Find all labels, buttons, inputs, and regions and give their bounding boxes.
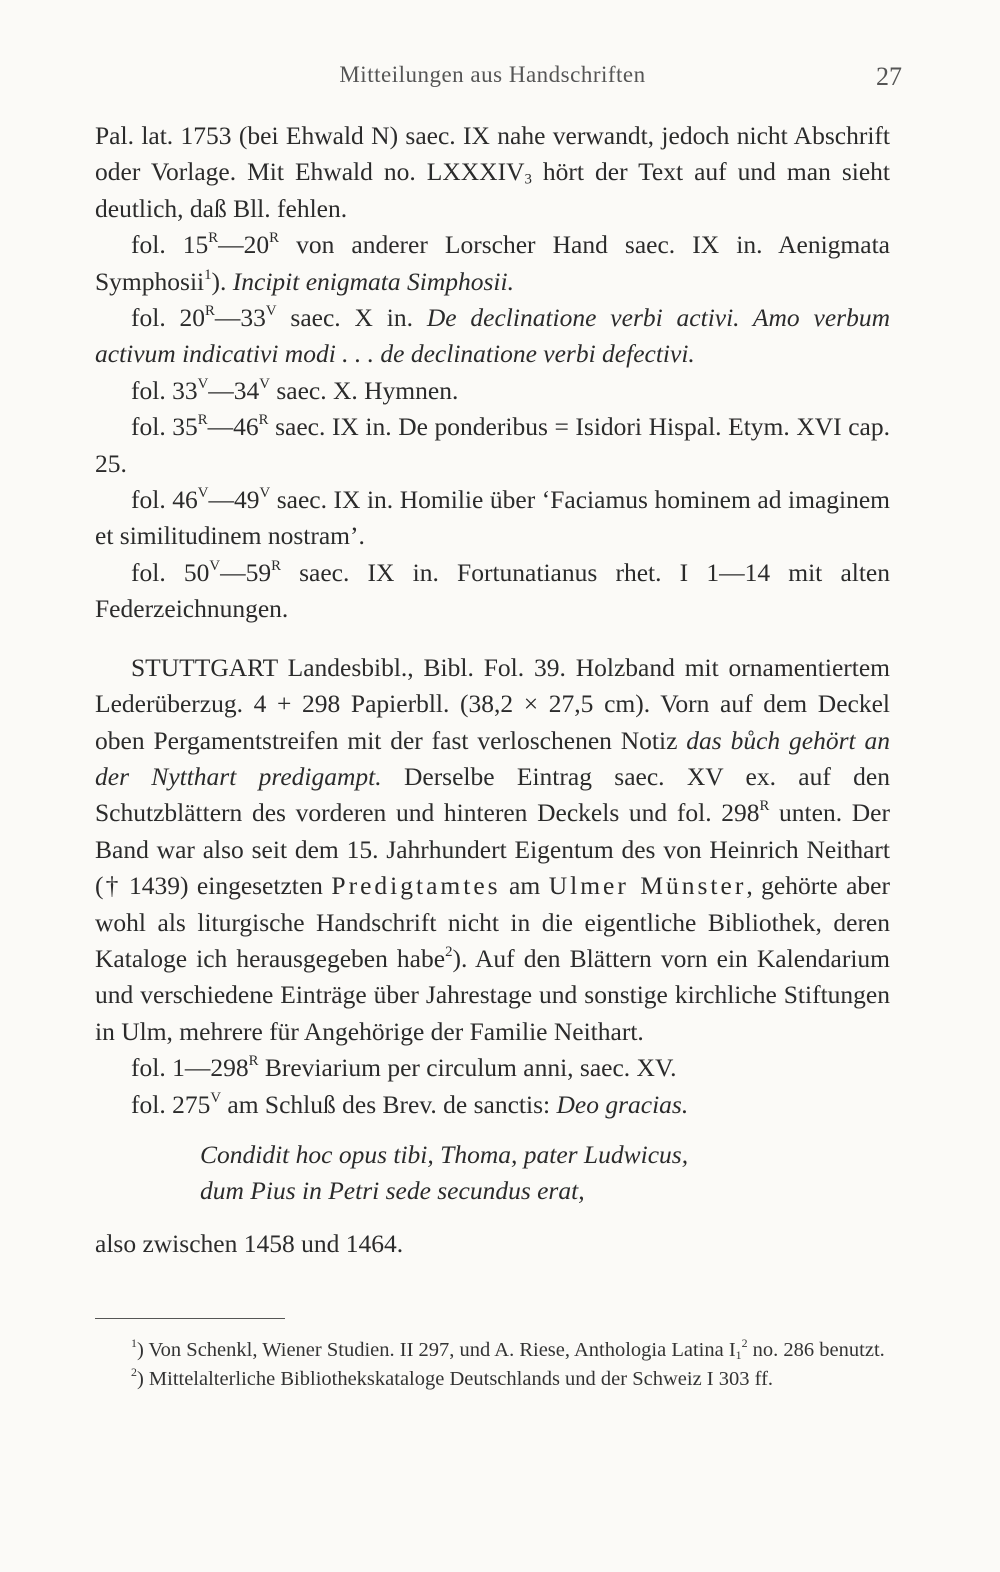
paragraph bbox=[95, 118, 890, 227]
running-title: Mitteilungen aus Handschriften bbox=[339, 62, 646, 87]
paragraph bbox=[95, 373, 890, 409]
superscript: V bbox=[197, 484, 209, 501]
text-run: —49 bbox=[208, 485, 260, 515]
text-run: von anderer Lorscher Hand saec. IX in. Aenigmata Symphosii bbox=[95, 230, 890, 296]
verse-quote bbox=[200, 1137, 890, 1210]
text-run: —46 bbox=[207, 412, 259, 442]
superscript: R bbox=[271, 557, 281, 574]
page-number: 27 bbox=[876, 62, 902, 91]
superscript: V bbox=[259, 375, 270, 392]
footnote-rule bbox=[95, 1318, 285, 1319]
paragraph bbox=[95, 409, 890, 482]
text-run: also zwischen 1458 und 1464. bbox=[95, 1228, 404, 1258]
text-run: unten. Der Band war also seit dem 15. Jahrhundert Eigentum des von Heinrich Neithart († 1439) eingesetzten bbox=[95, 798, 890, 901]
text-run: fol. 1—298 bbox=[131, 1053, 249, 1083]
text-run: Pal. lat. 1753 (bei Ehwald N) saec. IX nahe verwandt, jedoch nicht Abschrift oder Vorlage. Mit Ehwald no. LXXXIV bbox=[95, 121, 890, 187]
superscript: R bbox=[258, 412, 269, 429]
text-run: —20 bbox=[218, 230, 270, 260]
paragraph bbox=[95, 482, 890, 555]
spaced-run: Ulmer Münster bbox=[548, 871, 747, 901]
superscript: V bbox=[259, 484, 271, 501]
paragraph-gap bbox=[95, 628, 890, 650]
main-text bbox=[95, 118, 890, 1262]
footnotes bbox=[95, 1336, 890, 1394]
text-run: saec. IX in. Homilie über ‘Faciamus hominem ad imaginem et similitudinem nostram’. bbox=[95, 485, 890, 551]
text-run: ). bbox=[211, 266, 233, 296]
paragraph bbox=[95, 555, 890, 628]
text-run: —59 bbox=[220, 557, 272, 587]
paragraph bbox=[95, 1226, 890, 1262]
text-run: saec. IX in. De ponderibus = Isidori Hispal. Etym. XVI cap. 25. bbox=[95, 412, 890, 478]
verse-line: dum Pius in Petri sede secundus erat, bbox=[200, 1176, 585, 1206]
verse-line: Condidit hoc opus tibi, Thoma, pater Ludwicus, bbox=[200, 1139, 689, 1169]
superscript: 2 bbox=[741, 1336, 748, 1351]
superscript: R bbox=[269, 230, 279, 247]
text-run: fol. 20 bbox=[131, 303, 206, 333]
text-run: Derselbe Eintrag saec. XV ex. auf den Schutzblättern des vorderen und hinteren Deckels und fol. 298 bbox=[95, 761, 890, 828]
superscript: R bbox=[248, 1053, 259, 1070]
running-header bbox=[95, 62, 902, 98]
superscript: R bbox=[197, 412, 208, 429]
paragraph bbox=[95, 1050, 890, 1086]
text-run: —33 bbox=[214, 303, 266, 333]
italic-run: De declinatione verbi activi. Amo verbum activum indicativi modi . . . de declinatione verbi defectivi. bbox=[95, 303, 890, 369]
superscript: V bbox=[209, 557, 221, 574]
italic-run: das bůch gehört an der Nytthart predigampt. bbox=[95, 725, 890, 791]
text-run: fol. 33 bbox=[131, 375, 198, 405]
text-run: fol. 35 bbox=[131, 412, 198, 442]
subscript: 3 bbox=[524, 172, 532, 189]
superscript: V bbox=[197, 375, 209, 392]
text-run: STUTTGART Landesbibl., Bibl. Fol. 39. Holzband mit ornamentiertem Lederüberzug. 4 + 298 Papierbll. (38,2 × 27,5 cm). Vorn auf dem Deckel oben Pergamentstreifen mit der fast verloschenen Notiz bbox=[95, 652, 890, 755]
superscript: R bbox=[205, 302, 215, 319]
text-run: am Schluß des Brev. de sanctis: bbox=[221, 1089, 557, 1119]
text-run: am bbox=[500, 871, 549, 901]
text-run: fol. 15 bbox=[131, 230, 209, 260]
text-run: saec. X. Hymnen. bbox=[269, 375, 459, 405]
text-run: fol. 46 bbox=[131, 485, 198, 515]
text-run: saec. X in. bbox=[276, 303, 427, 333]
paragraph bbox=[95, 1087, 890, 1123]
superscript: R bbox=[208, 230, 219, 247]
superscript: 1 bbox=[131, 1336, 137, 1351]
footnote bbox=[95, 1336, 890, 1365]
paragraph bbox=[95, 300, 890, 373]
text-run: ). Auf den Blättern vorn ein Kalendarium und verschiedene Einträge über Jahrestage und sonstige kirchliche Stiftungen in Ulm, mehrere für Angehörige der Familie Neithart. bbox=[95, 943, 890, 1046]
spaced-run: Predigtamtes bbox=[331, 871, 501, 901]
superscript: V bbox=[210, 1089, 222, 1106]
italic-run: Incipit enigmata Simphosii. bbox=[232, 266, 514, 296]
superscript: 2 bbox=[445, 943, 453, 960]
text-run: , gehörte aber wohl als liturgische Handschrift nicht in die eigentliche Bibliothek, deren Kataloge ich herausgegeben habe bbox=[95, 871, 890, 973]
superscript: 1 bbox=[204, 266, 212, 283]
text-run: Breviarium per circulum anni, saec. XV. bbox=[258, 1053, 677, 1083]
footnote bbox=[95, 1365, 890, 1394]
text-run: no. 286 benutzt. bbox=[747, 1339, 885, 1361]
text-run: fol. 50 bbox=[131, 557, 210, 587]
subscript: 1 bbox=[735, 1347, 742, 1362]
text-run: —34 bbox=[208, 375, 260, 405]
superscript: 2 bbox=[131, 1365, 137, 1380]
paragraph bbox=[95, 650, 890, 1050]
text-run: ) Mittelalterliche Bibliothekskataloge Deutschlands und der Schweiz I 303 ff. bbox=[136, 1368, 774, 1390]
text-run: fol. 275 bbox=[131, 1089, 211, 1119]
paragraph bbox=[95, 227, 890, 300]
superscript: R bbox=[759, 798, 770, 815]
italic-run: Deo gracias. bbox=[556, 1089, 689, 1119]
text-run: hört der Text auf und man sieht deutlich, daß Bll. fehlen. bbox=[95, 157, 890, 223]
superscript: V bbox=[265, 302, 277, 319]
text-run: ) Von Schenkl, Wiener Studien. II 297, und A. Riese, Anthologia Latina I bbox=[136, 1339, 736, 1361]
text-run: saec. IX in. Fortunatianus rhet. I 1—14 mit alten Federzeichnungen. bbox=[95, 557, 890, 624]
